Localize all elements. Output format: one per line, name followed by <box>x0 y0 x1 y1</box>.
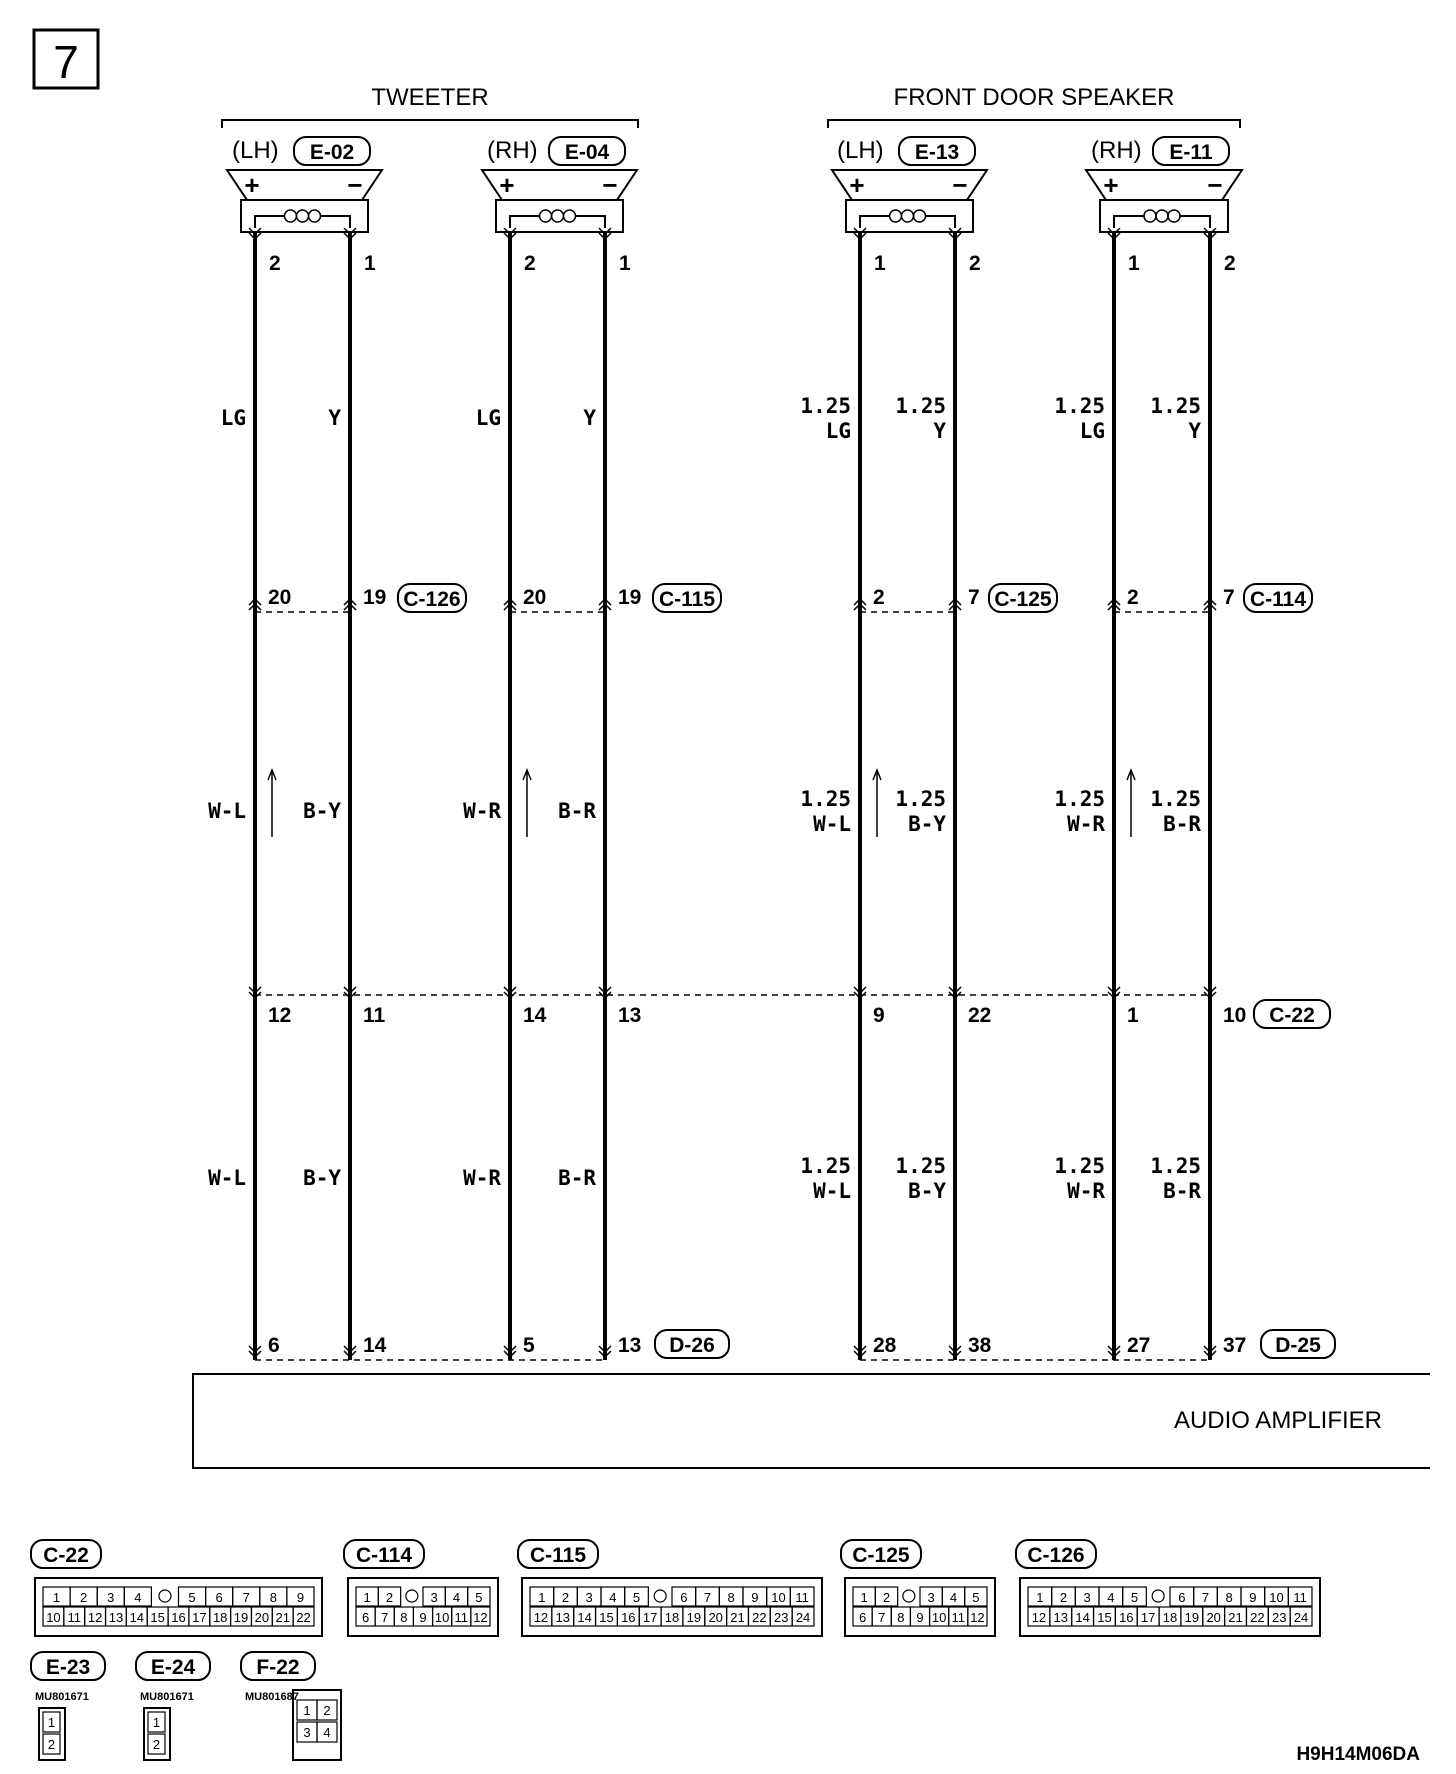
pin-cell: 23 <box>1271 1610 1287 1625</box>
wire-color-label: 1.25 Y <box>895 394 946 443</box>
pin-cell: 4 <box>609 1590 617 1605</box>
small-connector-e-23 <box>31 1652 105 1760</box>
pin-cell: 14 <box>1075 1610 1090 1625</box>
wire-color-label: 1.25 W-L <box>800 787 851 836</box>
connector-pin: 28 <box>873 1334 897 1357</box>
connector-pin: 2 <box>1127 586 1139 609</box>
connector-pin: 13 <box>618 1004 642 1027</box>
pin-cell: 22 <box>1250 1610 1265 1625</box>
pin-cell: 5 <box>972 1590 980 1605</box>
pin-cell: 1 <box>52 1590 61 1605</box>
diagram-code: H9H14M06DA <box>1296 1744 1420 1765</box>
wire-color-label: 1.25 W-R <box>1054 787 1105 836</box>
page-number <box>34 30 98 88</box>
pin-cell: 7 <box>381 1610 389 1625</box>
connector-pin: 14 <box>523 1004 547 1027</box>
part-number: MU801687 <box>245 1691 299 1703</box>
tweeter-group <box>222 84 638 128</box>
speaker-side-label: (LH) <box>232 137 279 164</box>
connector-pin: 20 <box>268 586 292 609</box>
speaker-side-label: (RH) <box>487 137 538 164</box>
pin-cell: 12 <box>970 1610 985 1625</box>
pin-cell: 15 <box>1097 1610 1112 1625</box>
mid-connector-c-126 <box>255 584 466 612</box>
speaker-side-label: (RH) <box>1091 137 1142 164</box>
connector-view-c-114 <box>344 1540 498 1636</box>
connector-view-c-126 <box>1016 1540 1320 1636</box>
pin-cell: 20 <box>708 1610 723 1625</box>
connector-tag: C-22 <box>1269 1004 1315 1027</box>
wire-color-label: LG <box>220 406 246 430</box>
svg-text:TWEETER: TWEETER <box>371 84 489 111</box>
pin-cell: 1 <box>303 1703 311 1718</box>
speaker-connector-tag: E-02 <box>309 141 355 164</box>
pin-cell: 9 <box>419 1610 427 1625</box>
small-connector-e-24 <box>136 1652 210 1760</box>
pin-cell: 9 <box>296 1590 305 1605</box>
wire-color-label: Y <box>328 406 341 430</box>
pin-cell: 5 <box>1130 1590 1139 1605</box>
pin-cell: 10 <box>1269 1590 1284 1605</box>
connector-view-c-22 <box>31 1540 322 1636</box>
connector-view-c-125 <box>841 1540 995 1636</box>
joint-connector-c-22 <box>255 995 1330 1028</box>
connector-view-tag: C-114 <box>355 1544 413 1567</box>
connector-pin: 14 <box>363 1334 387 1357</box>
pin-cell: 2 <box>323 1703 331 1718</box>
plus-terminal: + <box>849 170 865 200</box>
small-connector-tag: E-23 <box>45 1656 91 1679</box>
connector-pin: 5 <box>523 1334 535 1357</box>
pin-cell: 9 <box>916 1610 924 1625</box>
pin-cell: 7 <box>703 1590 712 1605</box>
wire-color-label: 1.25 W-R <box>1054 1154 1105 1203</box>
pin-cell: 12 <box>87 1610 103 1625</box>
current-arrow <box>268 770 276 837</box>
connector-pin: 7 <box>1223 586 1235 609</box>
pin-cell: 19 <box>1184 1610 1200 1625</box>
connector-pin: 11 <box>363 1004 386 1027</box>
pin-cell: 5 <box>188 1590 196 1605</box>
pin-cell: 13 <box>108 1610 124 1625</box>
pin-cell: 10 <box>434 1610 450 1625</box>
pin-cell: 24 <box>795 1610 811 1625</box>
pin-cell: 4 <box>323 1725 331 1740</box>
svg-text:FRONT DOOR SPEAKER: FRONT DOOR SPEAKER <box>893 84 1175 111</box>
pin-cell: 1 <box>538 1590 546 1605</box>
pin-cell: 5 <box>632 1590 641 1605</box>
wire-color-label: W-L <box>208 1166 246 1190</box>
pin-cell: 11 <box>951 1610 966 1625</box>
pin-cell: 16 <box>1119 1610 1134 1625</box>
part-number: MU801671 <box>140 1691 194 1703</box>
pin-cell: 2 <box>80 1590 88 1605</box>
part-number: MU801671 <box>35 1691 89 1703</box>
svg-text:7: 7 <box>53 36 79 88</box>
current-arrow <box>873 770 881 837</box>
mid-connector-c-115 <box>510 584 721 612</box>
amp-connectors <box>255 1330 1335 1360</box>
pin-cell: 6 <box>215 1590 223 1605</box>
pin-cell: 18 <box>1162 1610 1178 1625</box>
speaker-side-label: (LH) <box>837 137 884 164</box>
pin-cell: 4 <box>134 1590 142 1605</box>
wire-color-label: B-Y <box>303 1166 341 1190</box>
connector-pin: 37 <box>1223 1334 1247 1357</box>
pin-cell: 8 <box>400 1610 408 1625</box>
pin-cell: 24 <box>1293 1610 1309 1625</box>
pin-cell: 1 <box>1036 1590 1044 1605</box>
pin-cell: 3 <box>107 1590 115 1605</box>
connector-tag: C-125 <box>994 588 1052 611</box>
connector-pin: 2 <box>873 586 885 609</box>
wire-color-label: 1.25 W-L <box>800 1154 851 1203</box>
pin-cell: 14 <box>577 1610 592 1625</box>
pin-cell: 2 <box>385 1590 394 1605</box>
pin-cell: 1 <box>152 1715 161 1730</box>
current-arrow <box>1127 770 1135 837</box>
pin-cell: 1 <box>860 1590 868 1605</box>
connector-tag: C-126 <box>403 588 461 611</box>
pin-cell: 2 <box>1059 1590 1068 1605</box>
pin-cell: 17 <box>192 1610 207 1625</box>
wire-color-label: W-R <box>463 799 501 823</box>
small-connector-tag: E-24 <box>150 1656 196 1679</box>
pin-cell: 4 <box>949 1590 958 1605</box>
wire-color-label: 1.25 B-Y <box>895 787 946 836</box>
pin-cell: 18 <box>212 1610 228 1625</box>
speaker-pin: 2 <box>969 252 981 275</box>
wire-color-label: W-L <box>208 799 246 823</box>
connector-view-tag: C-115 <box>529 1544 587 1567</box>
svg-text:AUDIO AMPLIFIER: AUDIO AMPLIFIER <box>1173 1407 1382 1434</box>
speaker-connector-tag: E-04 <box>564 141 610 164</box>
connector-tag: D-25 <box>1275 1334 1321 1357</box>
speaker-pin: 1 <box>619 252 631 275</box>
connector-view-tag: C-22 <box>43 1544 89 1567</box>
pin-cell: 11 <box>454 1610 469 1625</box>
small-connector-f-22 <box>241 1652 341 1760</box>
pin-cell: 14 <box>129 1610 145 1625</box>
wire-color-label: 1.25 LG <box>800 394 851 443</box>
pin-cell: 13 <box>555 1610 571 1625</box>
pin-cell: 8 <box>269 1590 277 1605</box>
connector-tag: C-115 <box>658 588 716 611</box>
pin-cell: 1 <box>47 1715 56 1730</box>
pin-cell: 11 <box>1293 1590 1307 1605</box>
minus-terminal: − <box>347 170 363 200</box>
speaker-e-04 <box>482 137 637 275</box>
connector-pin: 19 <box>618 586 642 609</box>
pin-cell: 13 <box>1053 1610 1069 1625</box>
pin-cell: 3 <box>1083 1590 1091 1605</box>
pin-cell: 19 <box>233 1610 249 1625</box>
speaker-pin: 2 <box>1224 252 1236 275</box>
pin-cell: 8 <box>1225 1590 1233 1605</box>
connector-pin: 27 <box>1127 1334 1151 1357</box>
pin-cell: 20 <box>1206 1610 1221 1625</box>
pin-cell: 7 <box>1201 1590 1210 1605</box>
connector-view-c-115 <box>518 1540 822 1636</box>
wire-color-label: 1.25 B-R <box>1150 1154 1201 1203</box>
pin-cell: 7 <box>242 1590 250 1605</box>
pin-cell: 4 <box>452 1590 461 1605</box>
pin-cell: 5 <box>475 1590 483 1605</box>
wire-color-label: LG <box>475 406 501 430</box>
connector-tag: D-26 <box>669 1334 715 1357</box>
speaker-e-13 <box>832 137 987 275</box>
pin-cell: 17 <box>1140 1610 1156 1625</box>
connector-pin: 38 <box>968 1334 992 1357</box>
pin-cell: 10 <box>771 1590 786 1605</box>
speaker-pin: 2 <box>524 252 536 275</box>
connector-pin: 9 <box>873 1004 885 1027</box>
wire-color-label: 1.25 B-R <box>1150 787 1201 836</box>
pin-cell: 9 <box>1249 1590 1257 1605</box>
wire-color-label: 1.25 B-Y <box>895 1154 946 1203</box>
speaker-pin: 2 <box>269 252 281 275</box>
pin-cell: 15 <box>150 1610 165 1625</box>
connector-tag: C-114 <box>1249 588 1307 611</box>
pin-cell: 20 <box>254 1610 270 1625</box>
pin-cell: 16 <box>171 1610 186 1625</box>
pin-cell: 7 <box>878 1610 886 1625</box>
wire-color-label: 1.25 Y <box>1150 394 1201 443</box>
connector-pin: 20 <box>523 586 547 609</box>
pin-cell: 2 <box>47 1737 56 1752</box>
plus-terminal: + <box>244 170 260 200</box>
plus-terminal: + <box>1103 170 1119 200</box>
pin-cell: 22 <box>752 1610 767 1625</box>
connector-pin: 13 <box>618 1334 642 1357</box>
pin-cell: 6 <box>680 1590 688 1605</box>
connector-view-tag: C-126 <box>1027 1544 1085 1567</box>
wire-color-label: Y <box>583 406 596 430</box>
pin-cell: 3 <box>585 1590 593 1605</box>
pin-cell: 4 <box>1107 1590 1115 1605</box>
pin-cell: 21 <box>1228 1610 1243 1625</box>
speaker-pin: 1 <box>1128 252 1140 275</box>
pin-cell: 16 <box>621 1610 636 1625</box>
pin-cell: 12 <box>473 1610 488 1625</box>
pin-cell: 18 <box>664 1610 680 1625</box>
connector-pin: 12 <box>268 1004 292 1027</box>
pin-cell: 21 <box>275 1610 290 1625</box>
speaker-pin: 1 <box>874 252 886 275</box>
pin-cell: 3 <box>430 1590 438 1605</box>
connector-pin: 7 <box>968 586 980 609</box>
pin-cell: 12 <box>533 1610 549 1625</box>
pin-cell: 11 <box>67 1610 82 1625</box>
audio-amplifier <box>193 1374 1430 1468</box>
connector-view-tag: C-125 <box>852 1544 910 1567</box>
minus-terminal: − <box>602 170 618 200</box>
pin-cell: 3 <box>927 1590 935 1605</box>
speaker-pin: 1 <box>364 252 376 275</box>
front-door-speaker-group <box>828 84 1240 128</box>
wire-color-label: B-Y <box>303 799 341 823</box>
connector-pin: 10 <box>1223 1004 1247 1027</box>
pin-cell: 1 <box>363 1590 371 1605</box>
speaker-e-02 <box>227 137 382 275</box>
pin-cell: 19 <box>686 1610 702 1625</box>
pin-cell: 21 <box>730 1610 745 1625</box>
pin-cell: 3 <box>303 1725 311 1740</box>
connector-pin: 1 <box>1127 1004 1139 1027</box>
pin-cell: 10 <box>931 1610 947 1625</box>
connector-pin: 19 <box>363 586 387 609</box>
pin-cell: 2 <box>152 1737 161 1752</box>
pin-cell: 15 <box>599 1610 614 1625</box>
wire-color-label: B-R <box>558 1166 596 1190</box>
pin-cell: 8 <box>727 1590 735 1605</box>
connector-pin: 6 <box>268 1334 280 1357</box>
wire-color-label: 1.25 LG <box>1054 394 1105 443</box>
pin-cell: 12 <box>1031 1610 1047 1625</box>
pin-cell: 9 <box>751 1590 759 1605</box>
pin-cell: 23 <box>773 1610 789 1625</box>
wire-color-label: B-R <box>558 799 596 823</box>
connector-pin: 22 <box>968 1004 992 1027</box>
pin-cell: 22 <box>296 1610 311 1625</box>
pin-cell: 6 <box>361 1610 370 1625</box>
speaker-connector-tag: E-11 <box>1169 141 1213 164</box>
pin-cell: 2 <box>561 1590 570 1605</box>
pin-cell: 10 <box>46 1610 61 1625</box>
pin-cell: 6 <box>858 1610 867 1625</box>
speaker-connector-tag: E-13 <box>914 141 960 164</box>
pin-cell: 6 <box>1178 1590 1186 1605</box>
current-arrow <box>523 770 531 837</box>
minus-terminal: − <box>1207 170 1223 200</box>
pin-cell: 11 <box>795 1590 809 1605</box>
pin-cell: 8 <box>897 1610 905 1625</box>
minus-terminal: − <box>952 170 968 200</box>
pin-cell: 17 <box>642 1610 658 1625</box>
plus-terminal: + <box>499 170 515 200</box>
speaker-e-11 <box>1086 137 1242 275</box>
pin-cell: 2 <box>882 1590 891 1605</box>
wire-color-label: W-R <box>463 1166 501 1190</box>
small-connector-tag: F-22 <box>256 1656 300 1679</box>
